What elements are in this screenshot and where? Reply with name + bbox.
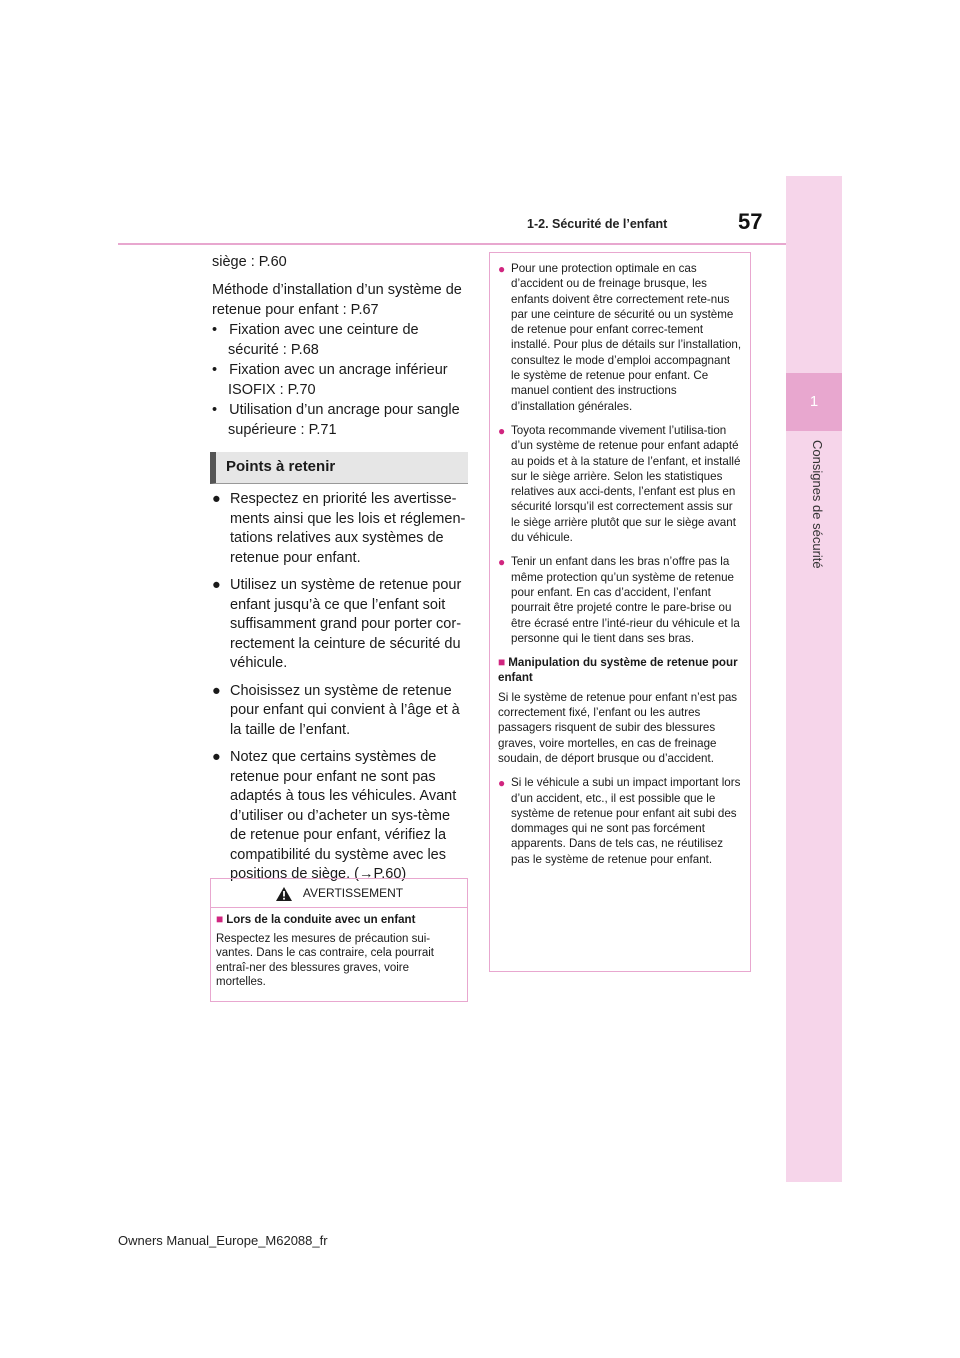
info-box [489,252,751,972]
chapter-side-tab [786,176,842,1182]
list-item: ● Pour une protection optimale en cas d’accident ou de freinage brusque, les enfants doivent être correctement rete-nus par une ceinture de sécurité ou un système de retenue pour enfant correc-tement installé. Pour plus de détails sur l’installation, consultez le mode d’emploi accompagnant le système de retenue pour enfant. Ce manuel contient des instructions d’installation générales. [498,262,742,413]
warning-text: Respectez les mesures de précaution sui-vantes. Dans le cas contraire, cela pourrait entraî-ner des blessures graves, voire mortelles. [216,932,434,988]
list-item: ● Notez que certains systèmes de retenue pour enfant ne sont pas adaptés à tous les véhicules. Avant d’utiliser ou d’acheter un sys-tème de retenue pour enfant, vérifiez la compatibilité du système avec les positions de siège. (→P.60) [212,749,457,882]
chapter-title-vertical: Consignes de sécurité [810,440,825,569]
warning-body [211,908,467,994]
bullet-icon: ● [212,682,221,699]
circle-bullet-icon: ● [498,555,506,570]
section-title: 1-2. Sécurité de l’enfant [527,217,668,231]
points-list [212,490,470,893]
seat-reference: siège : P.60 [212,254,287,270]
warning-box [210,878,468,1002]
left-column-intro [212,252,470,440]
bullet-icon: ● [212,577,221,593]
sub-item-isofix: • Fixation avec un ancrage inférieur ISOFIX : P.70 [212,362,448,398]
warning-subheading: ■ Lors de la conduite avec un enfant [216,912,416,926]
install-method-reference: Méthode d’installation d’un système de retenue pour enfant : P.67 [212,282,462,318]
square-bullet-icon: ■ [216,912,224,926]
info-subheading: ■ Manipulation du système de retenue pour enfant [498,655,738,685]
square-bullet-icon: ■ [498,655,506,670]
warning-triangle-icon [275,886,293,902]
warning-header [211,879,467,908]
list-item: ● Respectez en priorité les avertisse-ments ainsi que les lois et réglemen-tations relatives aux systèmes de retenue pour enfant. [212,491,466,566]
bullet-icon: ● [212,491,221,507]
points-heading: Points à retenir [210,452,468,484]
sub-item-seatbelt: • Fixation avec une ceinture de sécurité : P.68 [212,322,419,358]
list-item: ● Toyota recommande vivement l’utilisa-tion d’un système de retenue pour enfant adapté au poids et à la stature de l’enfant, et installé sur le siège arrière. Selon les statistiques relatives aux acci-dents, l’enfant est plus en sécurité lorsqu’il est correctement assis sur le siège arrière plutôt que sur le siège avant du véhicule. [498,423,741,545]
footer-doc-id: Owners Manual_Europe_M62088_fr [118,1233,328,1248]
sub-item-top-tether: • Utilisation d’un ancrage pour sangle supérieure : P.71 [212,402,460,438]
list-item: ● Choisissez un système de retenue pour enfant qui convient à l’âge et à la taille de l’enfant. [212,682,460,738]
page-number: 57 [738,209,763,234]
list-item: ● Utilisez un système de retenue pour enfant jusqu’à ce que l’enfant soit suffisamment grand pour porter cor-rectement la ceinture de sécurité du véhicule. [212,577,462,671]
chapter-number-badge: 1 [786,373,842,431]
circle-bullet-icon: ● [498,776,506,791]
warning-title: AVERTISSEMENT [302,886,404,900]
circle-bullet-icon: ● [498,262,506,276]
circle-bullet-icon: ● [498,423,506,438]
info-paragraph: Si le système de retenue pour enfant n’est pas correctement fixé, l’enfant ou les autres passagers risquent de subir des blessures graves, voire mortelles, en cas de freinage soudain, de déport brusque ou d’accident. [498,690,738,765]
list-item: ● Si le véhicule a subi un impact important lors d’un accident, etc., il est possible que le système de retenue pour enfant ait subi des dommages qui ne sont pas forcément apparents. Dans de tels cas, ne réutilisez pas le système de retenue pour enfant. [498,776,741,866]
list-item: ● Tenir un enfant dans les bras n’offre pas la même protection qu’un système de retenue pour enfant. En cas d’accident, l’enfant pourrait être projeté contre le pare-brise ou être écrasé entre l’inté-rieur du véhicule et la personne qui le tient dans ses bras. [498,555,740,645]
bullet-icon: ● [212,749,221,765]
header-divider [118,243,786,245]
